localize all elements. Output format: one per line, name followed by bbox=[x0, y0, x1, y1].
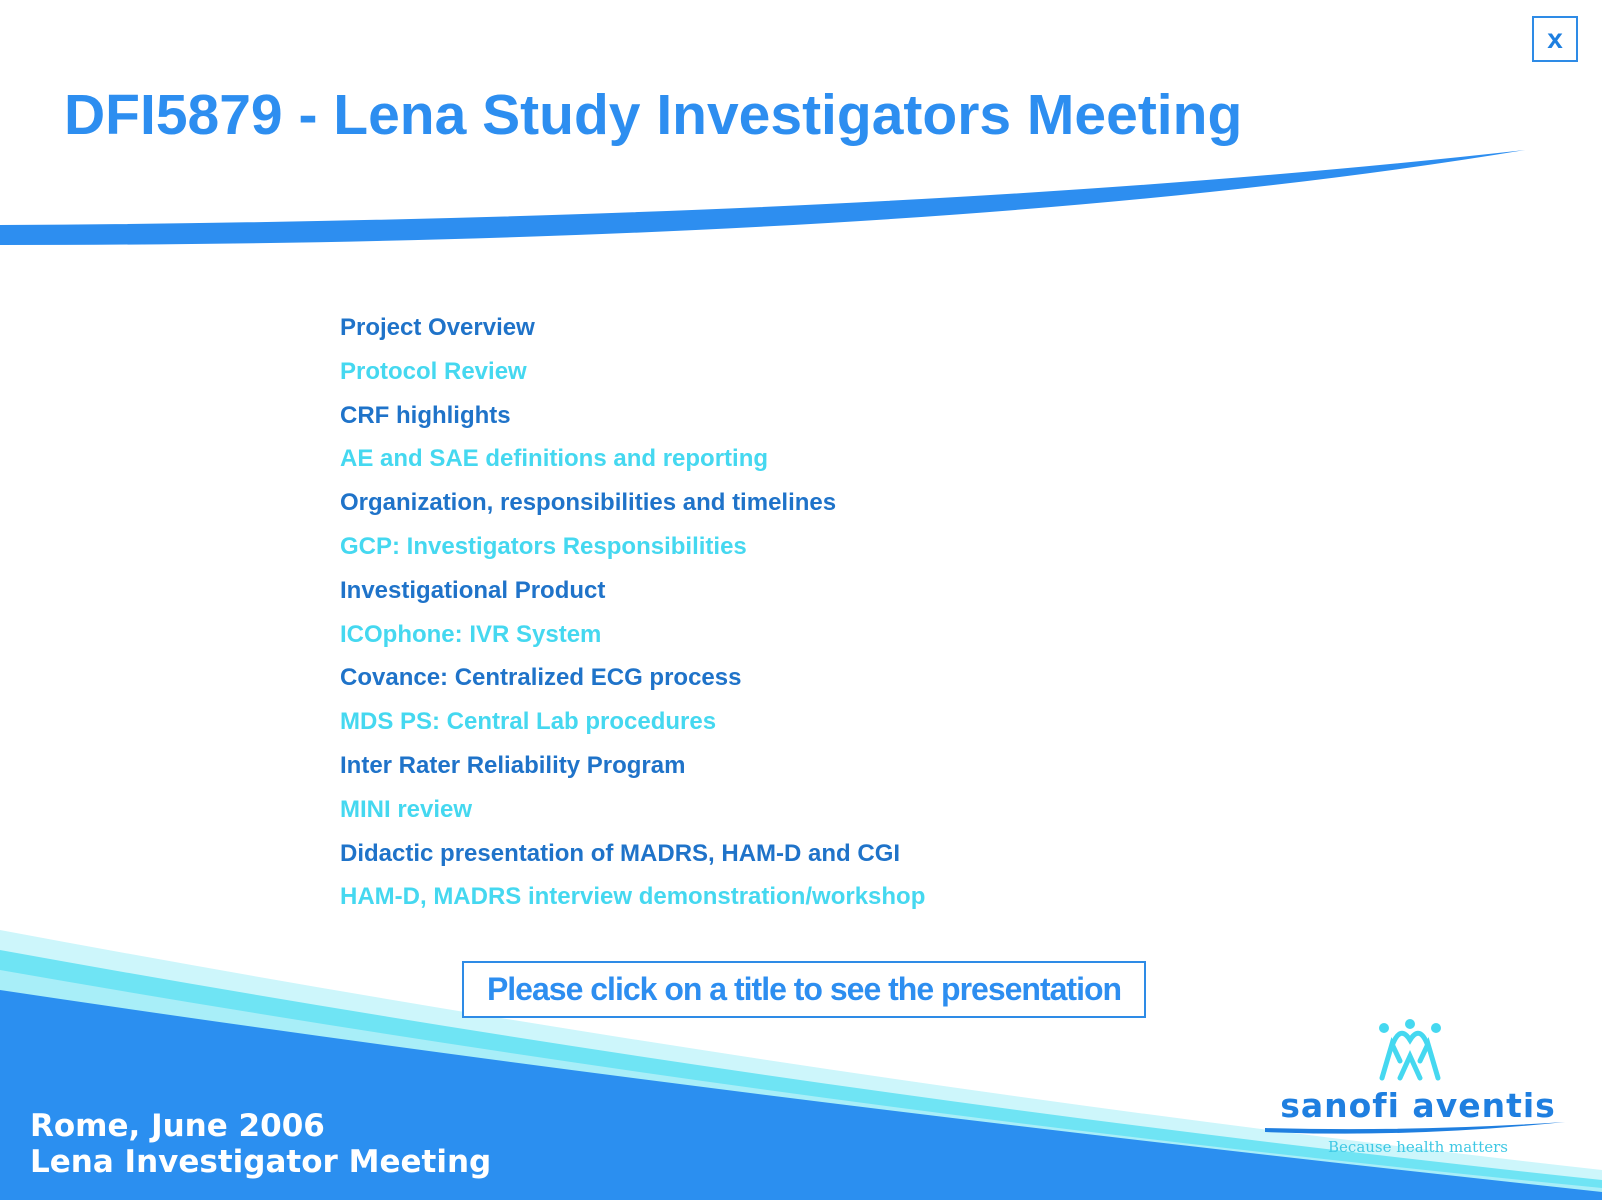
menu-item-project-overview[interactable]: Project Overview bbox=[340, 314, 535, 341]
menu-item-gcp[interactable]: GCP: Investigators Responsibilities bbox=[340, 532, 747, 560]
menu-item-mini-review[interactable]: MINI review bbox=[340, 795, 473, 823]
instruction-prompt: Please click on a title to see the presentation bbox=[462, 961, 1146, 1018]
menu-item-covance[interactable]: Covance: Centralized ECG process bbox=[340, 664, 742, 692]
close-button[interactable]: x bbox=[1532, 16, 1578, 62]
footer-caption bbox=[30, 1108, 491, 1180]
presentation-menu bbox=[340, 312, 925, 925]
menu-item-investigational-product[interactable]: Investigational Product bbox=[340, 576, 606, 604]
menu-item-workshop[interactable]: HAM-D, MADRS interview demonstration/workshop bbox=[340, 883, 926, 911]
sanofi-logo-figures-icon bbox=[1370, 1016, 1450, 1086]
menu-item-ae-sae[interactable]: AE and SAE definitions and reporting bbox=[340, 445, 769, 473]
menu-item-protocol-review[interactable]: Protocol Review bbox=[340, 357, 527, 385]
sanofi-aventis-wordmark: sanofi aventis bbox=[1280, 1086, 1556, 1125]
footer-event-name: Lena Investigator Meeting bbox=[30, 1144, 492, 1180]
menu-item-organization[interactable]: Organization, responsibilities and timelines bbox=[340, 489, 837, 517]
logo-tagline: Because health matters bbox=[1328, 1138, 1508, 1156]
footer-location-date: Rome, June 2006 bbox=[30, 1108, 325, 1144]
page-title: DFI5879 - Lena Study Investigators Meeting bbox=[64, 83, 1243, 147]
menu-item-mds-ps[interactable]: MDS PS: Central Lab procedures bbox=[340, 708, 717, 736]
header-swoosh bbox=[0, 140, 1602, 250]
logo-underline-swoosh bbox=[1260, 1118, 1570, 1138]
menu-item-icophone[interactable]: ICOphone: IVR System bbox=[340, 620, 602, 648]
menu-item-crf-highlights[interactable]: CRF highlights bbox=[340, 401, 511, 429]
menu-item-inter-rater[interactable]: Inter Rater Reliability Program bbox=[340, 751, 686, 779]
menu-item-didactic[interactable]: Didactic presentation of MADRS, HAM-D and CGI bbox=[340, 839, 901, 867]
